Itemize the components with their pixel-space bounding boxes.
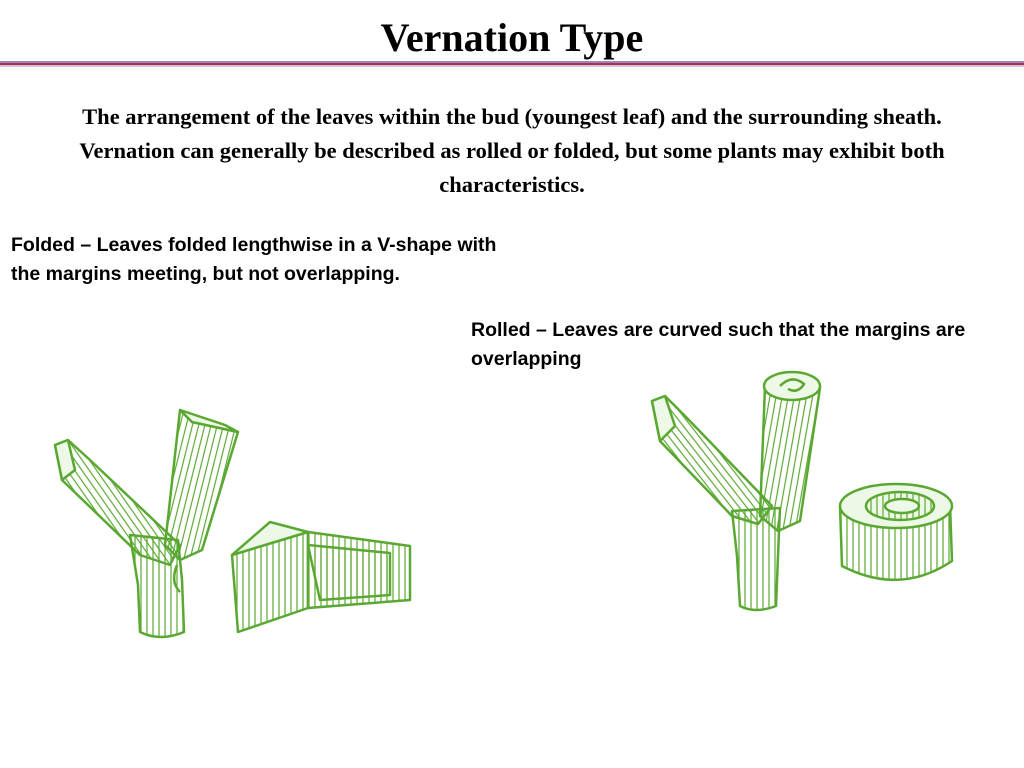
slide-title: Vernation Type [380,15,644,60]
rolled-leaf-illustration [640,356,970,656]
rolled-left-leaf [652,396,772,524]
rolled-definition: Rolled – Leaves are curved such that the margins are overlapping [471,319,966,370]
rolled-cross-section [840,484,952,580]
folded-definition: Folded – Leaves folded lengthwise in a V-shape with the margins meeting, but not overlapping. [11,234,497,285]
intro-paragraph: The arrangement of the leaves within the bud (youngest leaf) and the surrounding sheath. Vernation can generally be described as rolled or folded, but some plants may exhibit both characteristics. [79,104,945,197]
folded-cross-section [232,522,410,632]
folded-leaf-illustration [30,370,430,730]
title-underline [0,58,1024,70]
rolled-right-leaf [760,380,820,531]
folded-left-leaf [55,440,180,565]
folded-right-leaf [165,410,238,560]
rolled-leaf-tip-spiral [764,372,820,400]
